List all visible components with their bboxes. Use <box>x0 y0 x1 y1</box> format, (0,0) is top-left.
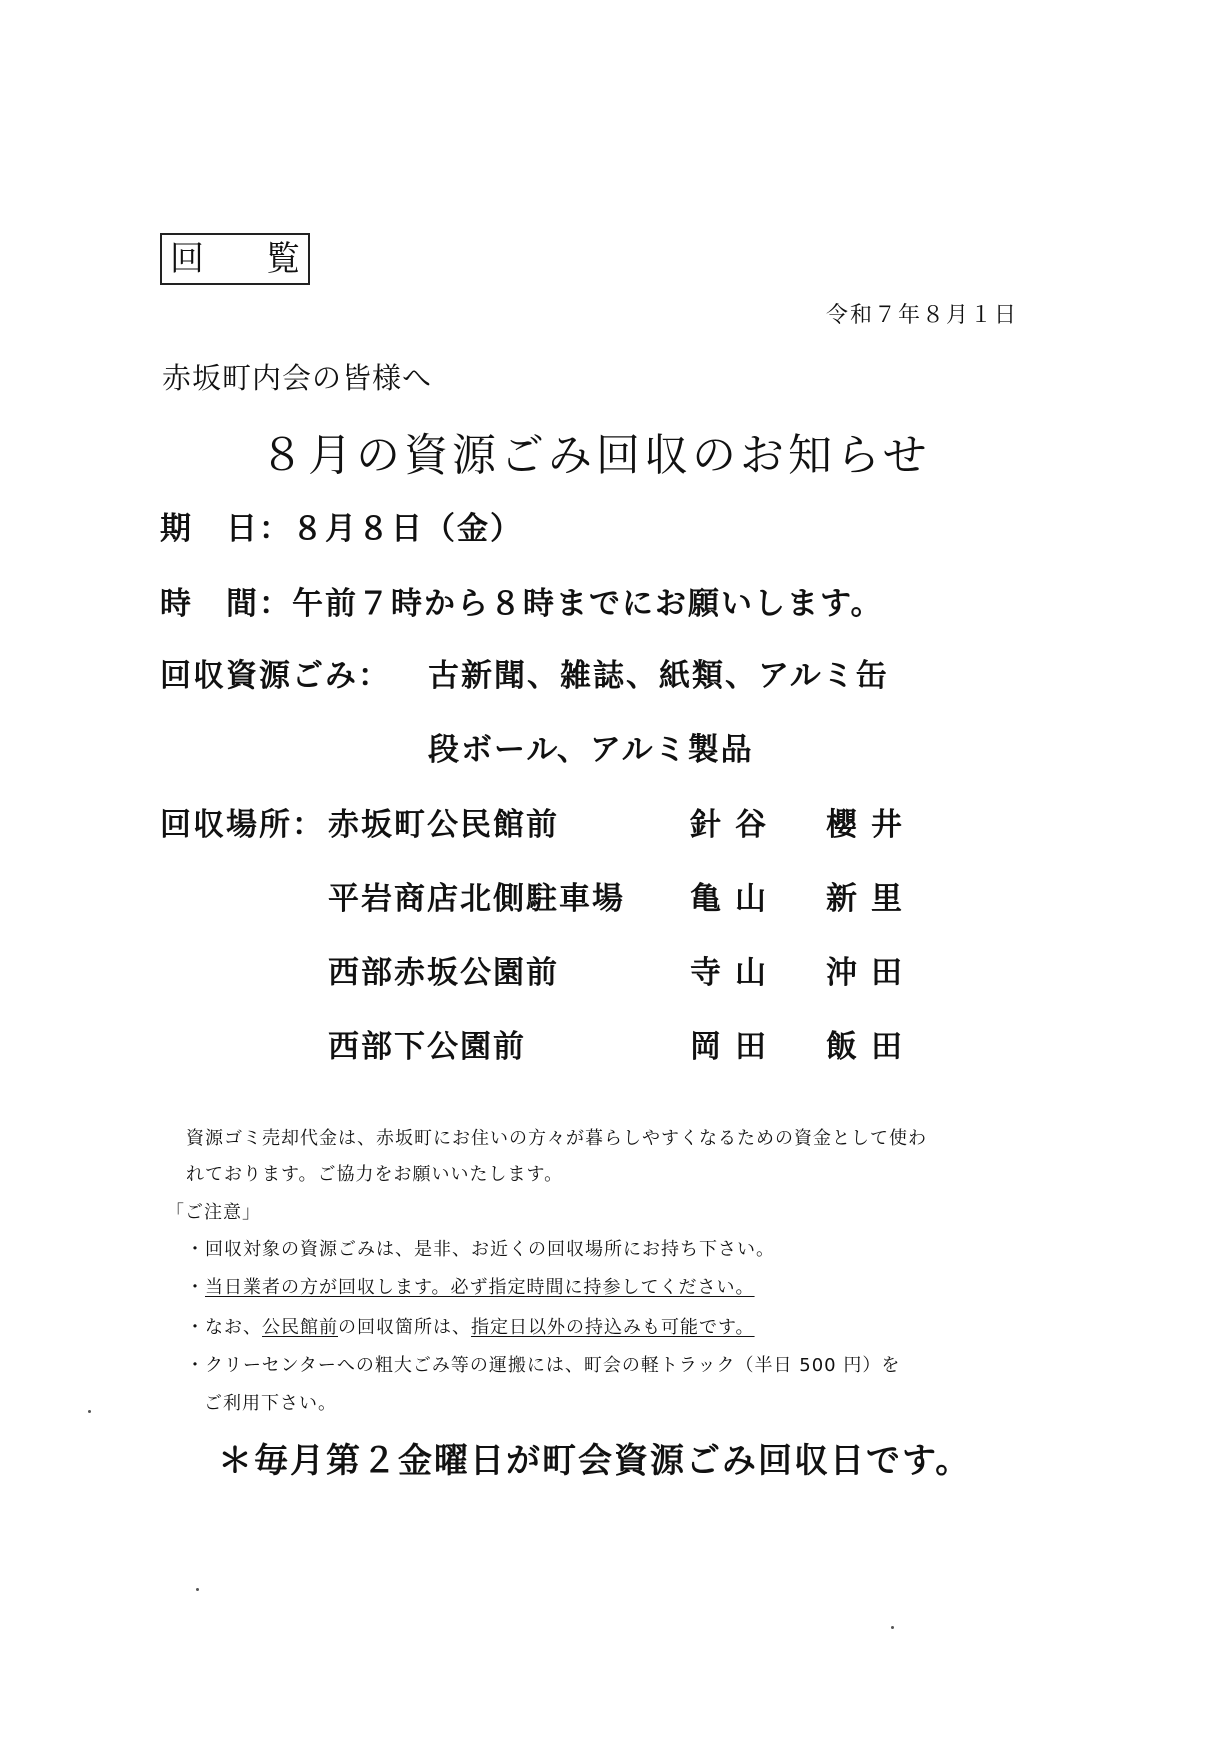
scan-speck <box>891 1626 894 1629</box>
collection-date-value: ８月８日（金） <box>292 511 523 547</box>
collection-date-row <box>160 503 523 548</box>
page-title: ８月の資源ごみ回収のお知らせ <box>260 430 931 481</box>
scan-speck <box>196 1588 199 1591</box>
stamp-char-right: 覧 <box>266 239 300 279</box>
bullet-marker: ・ <box>186 1277 205 1298</box>
caution-bullet-4-continued: ご利用下さい。 <box>204 1393 337 1414</box>
note-line-1: 資源ゴミ売却代金は、赤坂町にお住いの方々が暮らしやすくなるための資金として使わ <box>186 1128 927 1149</box>
stamp-char-left: 回 <box>170 239 204 279</box>
scan-speck <box>88 1410 91 1413</box>
items-label: 回収資源ごみ： <box>160 658 391 694</box>
caution-heading: 「ご注意」 <box>166 1202 261 1223</box>
place-contact-2: 新里 <box>826 881 916 917</box>
footer-reminder: ＊毎月第２金曜日が町会資源ごみ回収日です。 <box>218 1441 972 1481</box>
place-contact-2: 沖田 <box>826 955 916 991</box>
circulation-stamp <box>160 233 310 285</box>
place-contact-1: 岡田 <box>690 1029 780 1065</box>
places-label: 回収場所： <box>160 807 325 843</box>
place-name: 赤坂町公民館前 <box>328 807 559 843</box>
items-line-1: 古新聞、雑誌、紙類、アルミ缶 <box>428 658 889 694</box>
caution-bullet-4: ・クリーセンターへの粗大ごみ等の運搬には、町会の軽トラック（半日 500 円）を <box>186 1355 901 1376</box>
caution-bullet-3 <box>186 1313 755 1339</box>
issue-date: 令和７年８月１日 <box>826 303 1019 328</box>
collection-date-label: 期 日： <box>160 511 292 547</box>
collection-time-row <box>160 578 884 623</box>
place-contact-1: 亀山 <box>690 881 780 917</box>
caution-bullet-3-underline-1: 公民館前 <box>262 1317 338 1338</box>
items-line-2: 段ボール、アルミ製品 <box>428 732 754 768</box>
greeting: 赤坂町内会の皆様へ <box>162 361 433 395</box>
caution-bullet-3-prefix: ・なお、 <box>186 1317 262 1338</box>
place-contact-1: 針谷 <box>690 807 780 843</box>
caution-bullet-3-mid: の回収箇所は、 <box>338 1317 471 1338</box>
place-name: 平岩商店北側駐車場 <box>328 881 625 917</box>
place-contact-2: 櫻井 <box>826 807 916 843</box>
collection-time-value: 午前７時から８時までにお願いします。 <box>292 586 884 622</box>
place-contact-1: 寺山 <box>690 955 780 991</box>
place-name: 西部赤坂公園前 <box>328 955 559 991</box>
place-contact-2: 飯田 <box>826 1029 916 1065</box>
caution-bullet-2-underlined: 当日業者の方が回収します。必ず指定時間に持参してください。 <box>205 1277 755 1298</box>
collection-time-label: 時 間： <box>160 586 292 622</box>
caution-bullet-2 <box>186 1273 755 1299</box>
caution-bullet-3-underline-2: 指定日以外の持込みも可能です。 <box>471 1317 755 1338</box>
note-line-2: れております。ご協力をお願いいたします。 <box>186 1164 564 1185</box>
place-name: 西部下公園前 <box>328 1029 526 1065</box>
caution-bullet-1: ・回収対象の資源ごみは、是非、お近くの回収場所にお持ち下さい。 <box>186 1239 775 1260</box>
